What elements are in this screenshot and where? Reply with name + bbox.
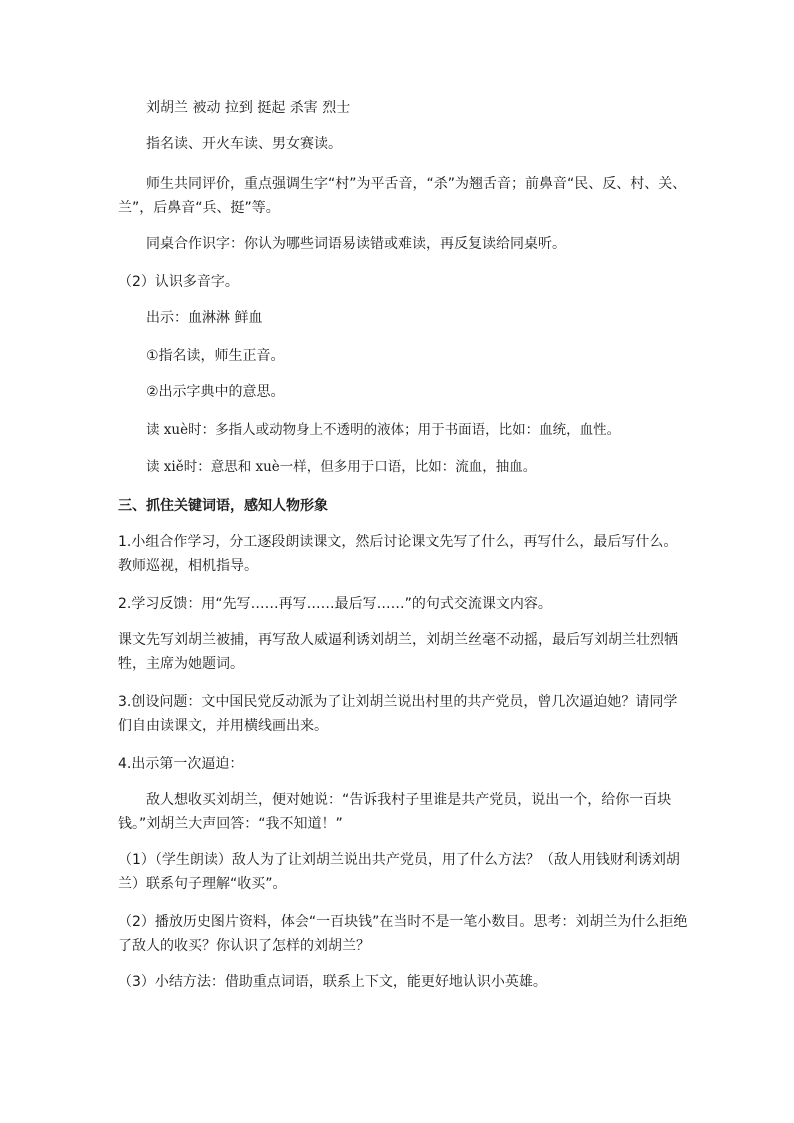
reading-xie: 读 xiě时：意思和 xuè一样，但多用于口语，比如：流血，抽血。 <box>146 459 537 475</box>
item-first-coercion: 4.出示第一次逼迫： <box>118 756 244 772</box>
partner-literacy: 同桌合作识字：你认为哪些词语易读错或难读，再反复读给同桌听。 <box>146 236 566 252</box>
sub-item-1: （1）（学生朗读）敌人为了让刘胡兰说出共产党员，用了什么方法？（敌人用钱财利诱刘胡兰）联系句子理解“收买”。 <box>118 852 680 892</box>
text-summary: 课文先写刘胡兰被捕，再写敌人威逼利诱刘胡兰，刘胡兰丝毫不动摇，最后写刘胡兰壮烈牺牲，主席为她题词。 <box>118 632 678 672</box>
step-correct-pronunciation: ①指名读，师生正音。 <box>146 348 285 364</box>
pronunciation-evaluation: 师生共同评价，重点强调生字“村”为平舌音，“杀”为翘舌音；前鼻音“民、反、村、关、兰”，后鼻音“兵、挺”等。 <box>118 176 687 216</box>
step-dictionary-meaning: ②出示字典中的意思。 <box>146 384 285 400</box>
item-question: 3.创设问题：文中国民党反动派为了让刘胡兰说出村里的共产党员，曾几次逼迫她？请同学们自由读课文，并用横线画出来。 <box>118 694 678 734</box>
item-feedback: 2.学习反馈：用“先写……再写……最后写……”的句式交流课文内容。 <box>118 596 552 612</box>
show-words: 出示：血淋淋 鲜血 <box>146 310 263 326</box>
polyphone-heading: （2）认识多音字。 <box>118 274 239 290</box>
sub-item-2: （2）播放历史图片资料，体会“一百块钱”在当时不是一笔小数目。思考：刘胡兰为什么拒绝了敌人的收买？你认识了怎样的刘胡兰？ <box>118 914 688 954</box>
item-group-study: 1.小组合作学习，分工逐段朗读课文，然后讨论课文先写了什么，再写什么，最后写什么。教师巡视，相机指导。 <box>118 534 678 574</box>
sub-item-3: （3）小结方法：借助重点词语，联系上下文，能更好地认识小英雄。 <box>118 974 547 990</box>
reading-xue: 读 xuè时：多指人或动物身上不透明的液体；用于书面语，比如：血统，血性。 <box>146 422 621 438</box>
reading-methods: 指名读、开火车读、男女赛读。 <box>146 136 342 152</box>
section-three-heading: 三、抓住关键词语，感知人物形象 <box>118 498 328 514</box>
vocabulary-line: 刘胡兰 被动 拉到 挺起 杀害 烈士 <box>146 100 351 116</box>
quoted-passage: 敌人想收买刘胡兰，便对她说：“告诉我村子里谁是共产党员，说出一个，给你一百块钱。”刘胡兰大声回答：“我不知道！” <box>118 792 672 832</box>
